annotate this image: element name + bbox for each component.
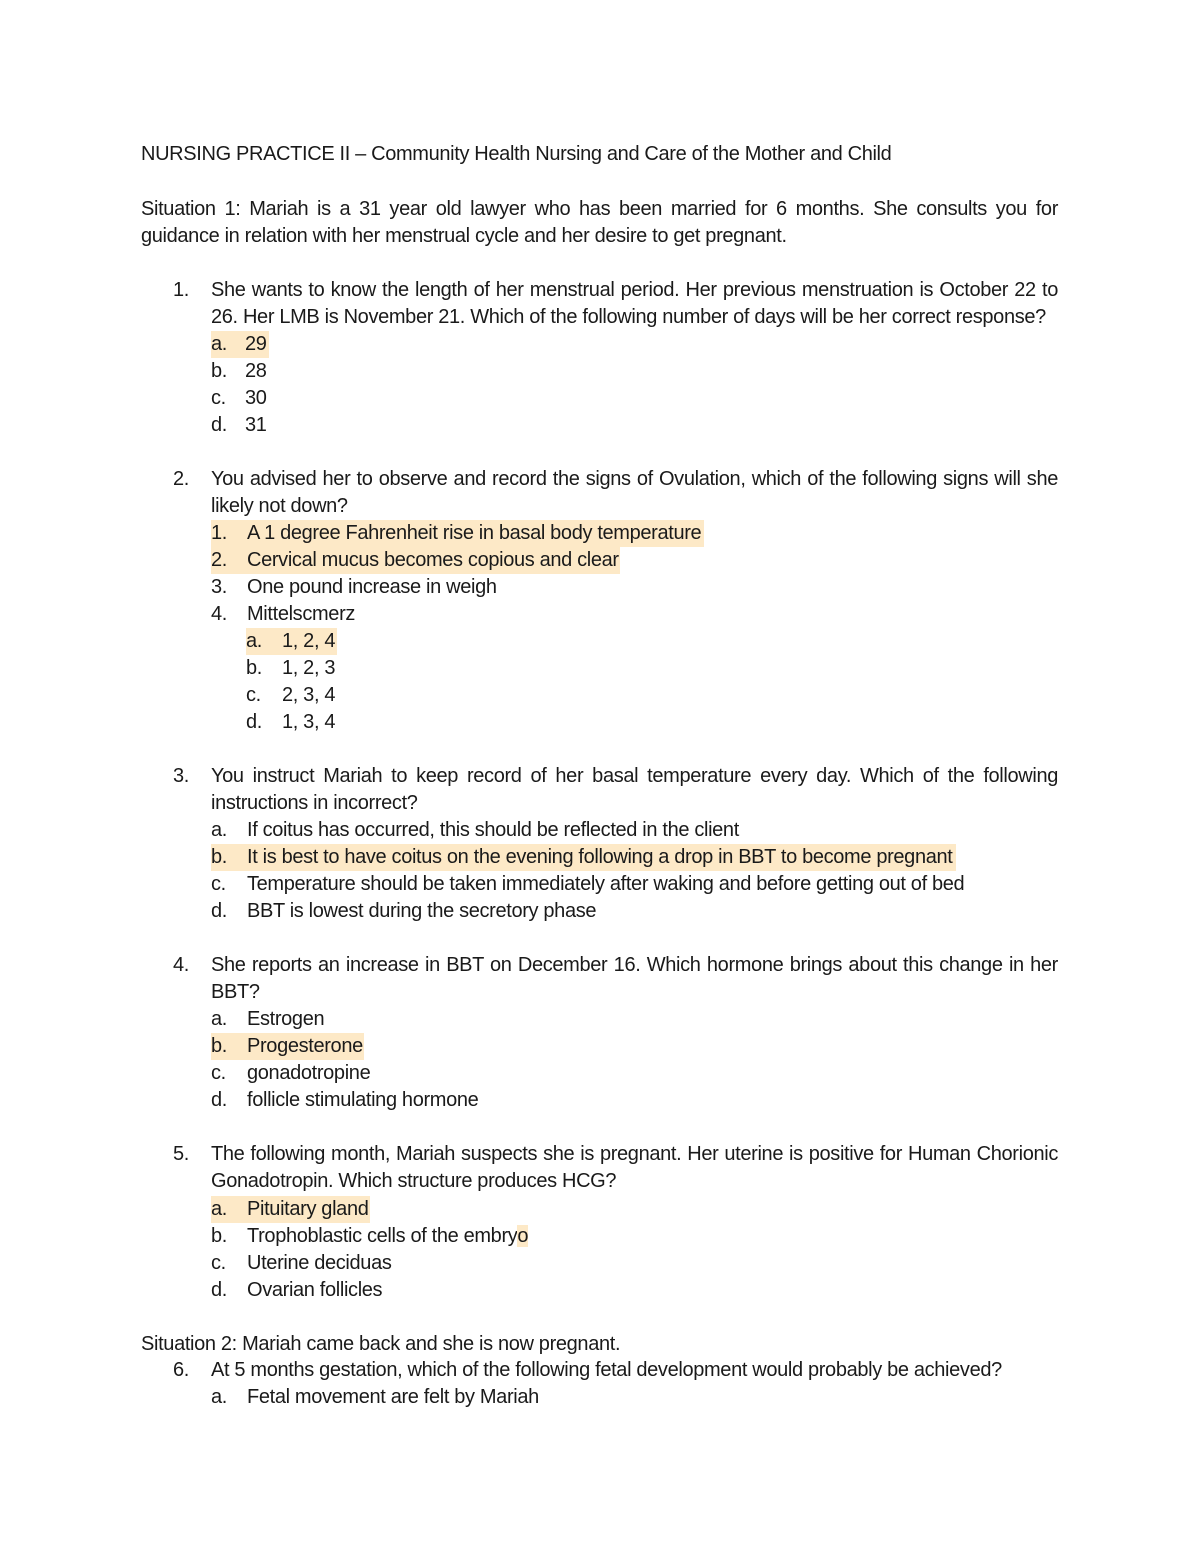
option-text: Estrogen	[247, 1008, 325, 1030]
question-3-line-1: You instruct Mariah to keep record of her basal temperature every day. Which of the following	[211, 765, 1058, 787]
question-3-option-d[interactable]	[211, 898, 596, 925]
question-4-option-d[interactable]	[211, 1087, 478, 1114]
option-text: 1, 2, 4	[282, 630, 336, 652]
item-text: Mittelscmerz	[247, 603, 356, 625]
option-mark: a.	[211, 819, 227, 841]
question-3-number: 3.	[173, 765, 189, 787]
question-1-number: 1.	[173, 279, 189, 301]
option-mark: c.	[211, 1252, 226, 1274]
option-text: BBT is lowest during the secretory phase	[247, 900, 597, 922]
question-2-line-2: likely not down?	[211, 495, 348, 517]
question-2-option-c[interactable]	[246, 682, 335, 709]
option-text-tail: o	[517, 1225, 529, 1247]
option-text: Temperature should be taken immediately after waking and before getting out of bed	[247, 873, 965, 895]
option-mark: b.	[211, 360, 227, 382]
question-2-option-a[interactable]	[246, 628, 337, 655]
question-5-option-a[interactable]	[211, 1196, 370, 1223]
question-5-option-d[interactable]	[211, 1277, 382, 1304]
option-text: 31	[245, 414, 267, 436]
option-mark: c.	[211, 1062, 226, 1084]
situation-1-line-1: Situation 1: Mariah is a 31 year old lawyer who has been married for 6 months. She consults you for	[141, 198, 1058, 220]
option-mark: d.	[211, 1089, 227, 1111]
question-6-line-1: At 5 months gestation, which of the following fetal development would probably be achieved?	[211, 1359, 1002, 1381]
option-mark: b.	[246, 657, 262, 679]
option-text: Ovarian follicles	[247, 1279, 383, 1301]
option-text: follicle stimulating hormone	[247, 1089, 479, 1111]
option-text: 28	[245, 360, 267, 382]
question-2-item-1	[211, 520, 704, 547]
option-text: 30	[245, 387, 267, 409]
option-mark: c.	[211, 873, 226, 895]
item-text: Cervical mucus becomes copious and clear	[247, 549, 619, 571]
question-4-line-2: BBT?	[211, 981, 260, 1003]
option-text: Trophoblastic cells of the embry	[247, 1225, 518, 1247]
item-mark: 4.	[211, 603, 227, 625]
question-2-option-d[interactable]	[246, 709, 335, 736]
question-1-line-1: She wants to know the length of her menstrual period. Her previous menstruation is October 22 to	[211, 279, 1058, 301]
item-text: A 1 degree Fahrenheit rise in basal body temperature	[247, 522, 702, 544]
question-2-item-4	[211, 601, 355, 628]
option-mark: d.	[211, 900, 227, 922]
option-text: gonadotropine	[247, 1062, 371, 1084]
question-1-option-d[interactable]	[211, 412, 267, 439]
question-5-option-c[interactable]	[211, 1250, 392, 1277]
item-mark: 1.	[211, 522, 227, 544]
question-2-item-3	[211, 574, 497, 601]
option-mark: a.	[211, 1198, 227, 1220]
question-5-option-b[interactable]	[211, 1223, 528, 1250]
option-text: Progesterone	[247, 1035, 363, 1057]
option-mark: d.	[211, 414, 227, 436]
question-4-line-1: She reports an increase in BBT on December 16. Which hormone brings about this change in her	[211, 954, 1058, 976]
question-6-number: 6.	[173, 1359, 189, 1381]
item-mark: 3.	[211, 576, 227, 598]
question-4-option-a[interactable]	[211, 1006, 324, 1033]
option-mark: b.	[211, 1035, 227, 1057]
option-text: 1, 2, 3	[282, 657, 336, 679]
option-mark: b.	[211, 846, 227, 868]
document-title: NURSING PRACTICE II – Community Health Nursing and Care of the Mother and Child	[141, 143, 892, 165]
situation-2-line: Situation 2: Mariah came back and she is now pregnant.	[141, 1333, 621, 1355]
question-5-line-1: The following month, Mariah suspects she is pregnant. Her uterine is positive for Human Chorionic	[211, 1143, 1058, 1165]
question-2-item-2	[211, 547, 620, 574]
option-mark: c.	[211, 387, 226, 409]
item-text: One pound increase in weigh	[247, 576, 497, 598]
question-1-option-c[interactable]	[211, 385, 267, 412]
question-5-line-2: Gonadotropin. Which structure produces HCG?	[211, 1170, 617, 1192]
question-1-option-a[interactable]	[211, 331, 269, 358]
option-text: If coitus has occurred, this should be reflected in the client	[247, 819, 739, 841]
situation-1-line-2: guidance in relation with her menstrual cycle and her desire to get pregnant.	[141, 225, 787, 247]
question-1-option-b[interactable]	[211, 358, 267, 385]
option-mark: d.	[246, 711, 262, 733]
question-4-option-b[interactable]	[211, 1033, 364, 1060]
item-mark: 2.	[211, 549, 227, 571]
question-2-line-1: You advised her to observe and record the signs of Ovulation, which of the following signs will she	[211, 468, 1058, 490]
option-text: 29	[245, 333, 267, 355]
question-1-line-2: 26. Her LMB is November 21. Which of the following number of days will be her correct response?	[211, 306, 1046, 328]
option-text: Uterine deciduas	[247, 1252, 392, 1274]
option-text: 1, 3, 4	[282, 711, 336, 733]
option-mark: a.	[211, 1008, 227, 1030]
option-mark: d.	[211, 1279, 227, 1301]
option-mark: a.	[246, 630, 262, 652]
question-6-option-a[interactable]	[211, 1384, 539, 1411]
question-3-option-b[interactable]	[211, 844, 956, 871]
question-4-number: 4.	[173, 954, 189, 976]
option-text: Fetal movement are felt by Mariah	[247, 1386, 539, 1408]
question-5-number: 5.	[173, 1143, 189, 1165]
question-3-option-c[interactable]	[211, 871, 964, 898]
option-text: It is best to have coitus on the evening following a drop in BBT to become pregnant	[247, 846, 953, 868]
question-3-option-a[interactable]	[211, 817, 739, 844]
option-mark: c.	[246, 684, 261, 706]
option-text: 2, 3, 4	[282, 684, 336, 706]
question-2-option-b[interactable]	[246, 655, 335, 682]
question-4-option-c[interactable]	[211, 1060, 370, 1087]
option-mark: a.	[211, 1386, 227, 1408]
option-text: Pituitary gland	[247, 1198, 369, 1220]
option-mark: a.	[211, 333, 227, 355]
question-2-number: 2.	[173, 468, 189, 490]
question-3-line-2: instructions in incorrect?	[211, 792, 418, 814]
option-mark: b.	[211, 1225, 227, 1247]
